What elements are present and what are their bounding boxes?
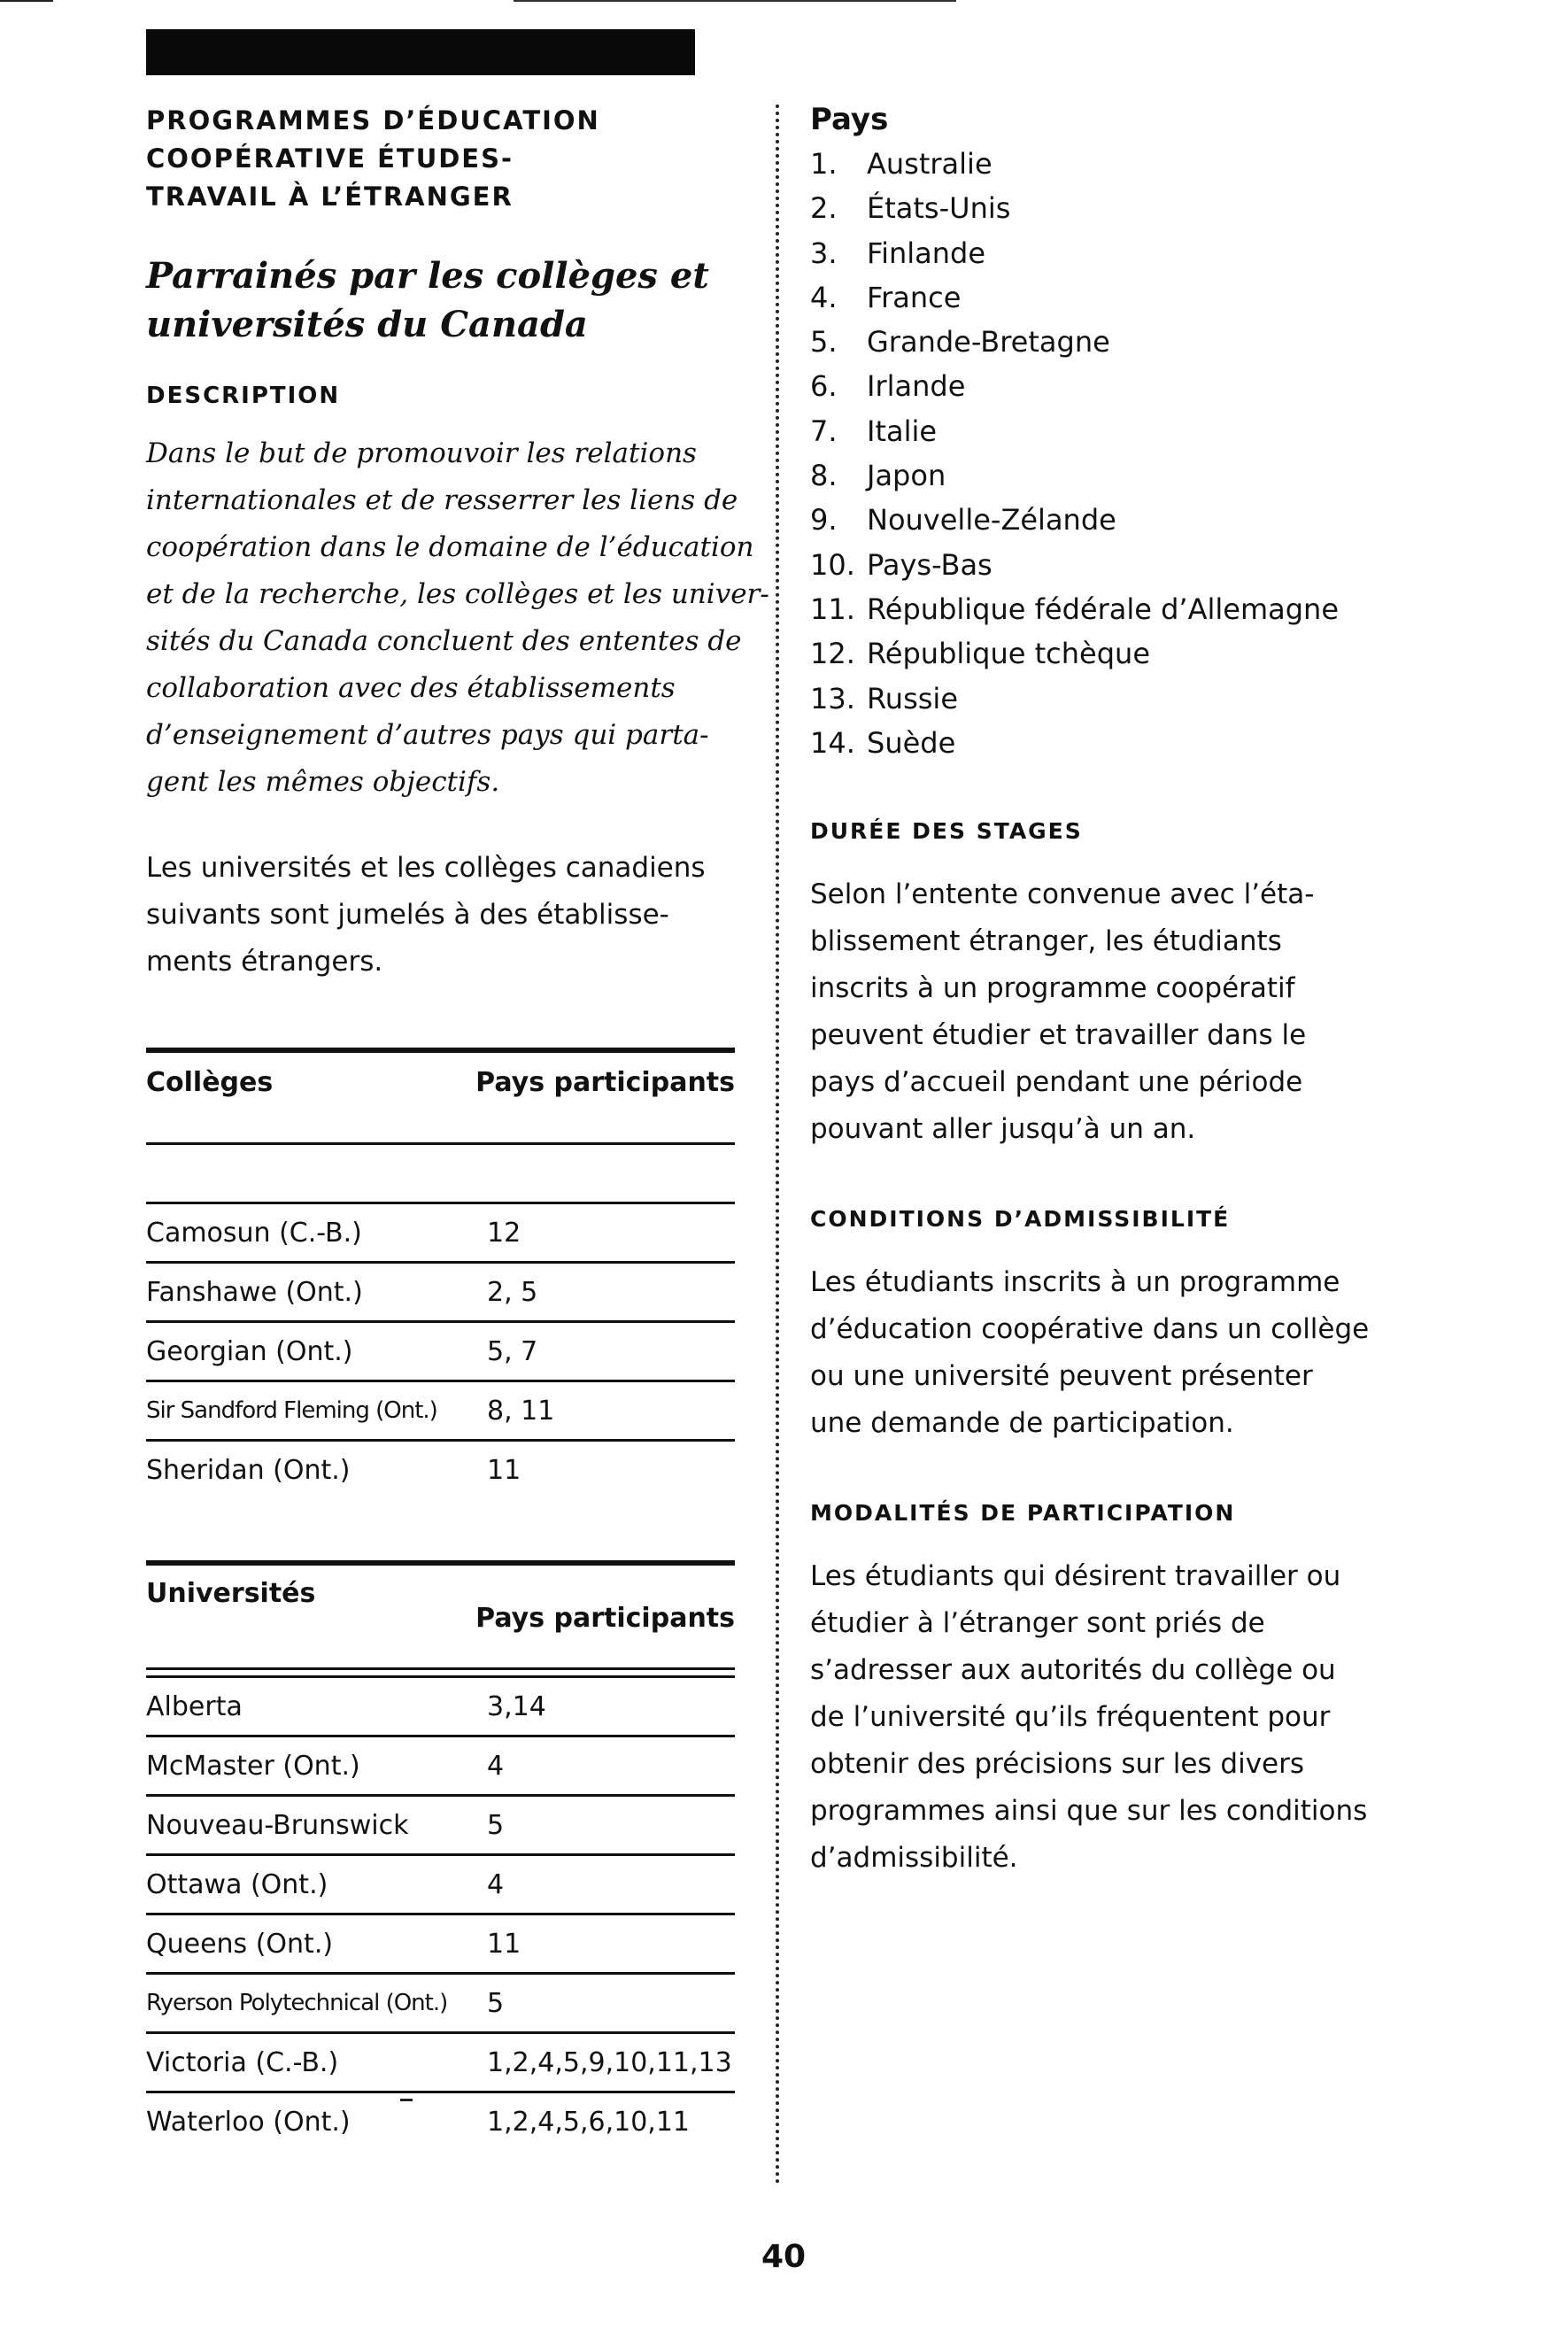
table-row	[146, 1915, 735, 1975]
country-codes: 1,2,4,5,9,10,11,13	[487, 2046, 732, 2078]
country-number: 13.	[810, 681, 855, 715]
country-number: 1.	[810, 147, 838, 181]
country-codes: 4	[487, 1750, 505, 1782]
table-row	[146, 1264, 735, 1323]
country-name: France	[867, 280, 962, 314]
conditions-paragraph	[810, 1259, 1430, 1447]
paragraph-line: une demande de participation.	[810, 1407, 1234, 1440]
institution-name: Ryerson Polytechnical (Ont.)	[146, 1990, 448, 2016]
institution-name: Ottawa (Ont.)	[146, 1868, 328, 1900]
country-number: 5.	[810, 325, 838, 360]
institution-name: Alberta	[146, 1690, 243, 1722]
country-name: Australie	[867, 147, 993, 181]
paragraph-line: inscrits à un programme coopératif	[810, 972, 1295, 1005]
institution-name: Waterloo (Ont.)	[146, 2106, 351, 2138]
table-row	[146, 1856, 735, 1915]
right-column	[810, 97, 1430, 1882]
paragraph-line: blissement étranger, les étudiants	[810, 925, 1282, 958]
paragraph-line: pays d’accueil pendant une période	[810, 1066, 1303, 1099]
paragraph-line: étudier à l’étranger sont priés de	[810, 1607, 1265, 1640]
description-line: internationales et de resserrer les liens de	[146, 484, 738, 516]
country-codes: 5, 7	[487, 1335, 538, 1367]
table-row	[146, 1382, 735, 1442]
page-number: 40	[761, 2239, 807, 2275]
universities-table	[146, 1560, 735, 2150]
table-header	[146, 1053, 735, 1145]
institution-name: McMaster (Ont.)	[146, 1750, 360, 1782]
paragraph-line: pouvant aller jusqu’à un an.	[810, 1113, 1196, 1146]
country-name: États-Unis	[867, 191, 1011, 226]
table-row	[146, 1442, 735, 1498]
country-number: 10.	[810, 547, 855, 582]
table-header	[146, 1566, 735, 1670]
table-row	[146, 1675, 735, 1737]
list-item	[810, 409, 1430, 453]
paragraph-line: d’éducation coopérative dans un collège	[810, 1313, 1370, 1346]
header-pays-participants: Pays participants	[475, 1067, 735, 1098]
list-item	[810, 364, 1430, 408]
description-line: Dans le but de promouvoir les relations	[146, 437, 697, 469]
top-rule	[0, 0, 53, 2]
country-name: Russie	[867, 681, 958, 715]
institution-name: Sheridan (Ont.)	[146, 1454, 351, 1486]
country-number: 11.	[810, 592, 855, 626]
country-name: Grande-Bretagne	[867, 325, 1110, 360]
country-name: Nouvelle-Zélande	[867, 503, 1116, 538]
paragraph-line: programmes ainsi que sur les conditions	[810, 1795, 1368, 1828]
institution-name: Queens (Ont.)	[146, 1928, 334, 1960]
description-text	[146, 430, 769, 806]
description-line: collaboration avec des établissements	[146, 672, 676, 704]
institution-name: Camosun (C.-B.)	[146, 1217, 362, 1249]
country-number: 14.	[810, 725, 855, 760]
header-universities: Universités	[146, 1578, 316, 1609]
country-number: 2.	[810, 191, 838, 226]
country-number: 9.	[810, 503, 838, 538]
country-codes: 11	[487, 1454, 521, 1486]
program-title	[146, 102, 735, 216]
description-line: et de la recherche, les collèges et les univer-	[146, 578, 769, 610]
institution-name: Sir Sandford Fleming (Ont.)	[146, 1397, 437, 1424]
country-codes: 3,14	[487, 1690, 546, 1722]
country-number: 6.	[810, 369, 838, 404]
institution-name: Victoria (C.-B.)	[146, 2046, 339, 2078]
left-column	[146, 29, 769, 2150]
intro-line: Les universités et les collèges canadiens	[146, 852, 706, 884]
list-item	[810, 543, 1430, 587]
description-line: gent les mêmes objectifs.	[146, 766, 500, 798]
sponsor-line: Parrainés par les collèges et	[146, 255, 709, 297]
table-row	[146, 1323, 735, 1382]
paragraph-line: peuvent étudier et travailler dans le	[810, 1019, 1307, 1052]
country-name: Irlande	[867, 369, 966, 404]
country-name: Suède	[867, 725, 956, 760]
top-rule	[514, 0, 956, 2]
conditions-heading: CONDITIONS D’ADMISSIBILITÉ	[810, 1206, 1231, 1233]
country-name: République tchèque	[867, 637, 1151, 671]
header-pays-participants: Pays participants	[475, 1603, 735, 1634]
sponsor-line: universités du Canada	[146, 304, 588, 345]
table-row	[146, 1797, 735, 1856]
country-number: 4.	[810, 280, 838, 314]
country-number: 8.	[810, 459, 838, 493]
modalites-heading: MODALITÉS DE PARTICIPATION	[810, 1500, 1236, 1527]
country-codes: 4	[487, 1868, 505, 1900]
list-item	[810, 677, 1430, 721]
country-name: Italie	[867, 414, 938, 448]
intro-line: suivants sont jumelés à des établisse-	[146, 899, 669, 931]
colleges-table	[146, 1048, 735, 1498]
list-item	[810, 231, 1430, 275]
program-title-line: COOPÉRATIVE ÉTUDES-	[146, 143, 514, 174]
table-gap	[146, 1145, 735, 1202]
table-row	[146, 2093, 735, 2150]
country-number: 3.	[810, 236, 838, 270]
program-title-line: PROGRAMMES D’ÉDUCATION	[146, 105, 600, 135]
country-name: Pays-Bas	[867, 547, 993, 582]
list-item	[810, 631, 1430, 676]
list-item	[810, 453, 1430, 498]
institution-name: Georgian (Ont.)	[146, 1335, 353, 1367]
list-item	[810, 498, 1430, 542]
paragraph-line: Les étudiants qui désirent travailler ou	[810, 1560, 1341, 1593]
list-item	[810, 320, 1430, 364]
paragraph-line: ou une université peuvent présenter	[810, 1360, 1313, 1393]
duree-heading: DURÉE DES STAGES	[810, 818, 1083, 845]
description-line: sités du Canada concluent des ententes de	[146, 625, 742, 657]
country-codes: 11	[487, 1928, 521, 1960]
paragraph-line: s’adresser aux autorités du collège ou	[810, 1654, 1336, 1687]
institution-name: Fanshawe (Ont.)	[146, 1276, 363, 1308]
intro-paragraph	[146, 845, 735, 986]
paragraph-line: d’admissibilité.	[810, 1842, 1018, 1875]
list-item	[810, 186, 1430, 230]
country-name: République fédérale d’Allemagne	[867, 592, 1339, 626]
description-heading: DESCRIPTION	[146, 383, 341, 409]
country-list	[810, 142, 1430, 765]
description-line: coopération dans le domaine de l’éducation	[146, 531, 754, 563]
table-row	[146, 2034, 735, 2093]
pays-heading: Pays	[810, 102, 889, 137]
country-number: 12.	[810, 637, 855, 671]
country-codes: 8, 11	[487, 1395, 555, 1427]
country-name: Finlande	[867, 236, 986, 270]
institution-name: Nouveau-Brunswick	[146, 1809, 409, 1841]
sponsor-subtitle	[146, 251, 735, 349]
list-item	[810, 275, 1430, 320]
paragraph-line: obtenir des précisions sur les divers	[810, 1748, 1305, 1781]
program-title-line: TRAVAIL À L’ÉTRANGER	[146, 182, 514, 212]
modalites-paragraph	[810, 1553, 1430, 1882]
intro-line: ments étrangers.	[146, 946, 383, 978]
column-divider	[776, 104, 779, 2185]
country-codes: 2, 5	[487, 1276, 538, 1308]
list-item	[810, 587, 1430, 631]
paragraph-line: de l’université qu’ils fréquentent pour	[810, 1701, 1331, 1734]
country-codes: 1,2,4,5,6,10,11	[487, 2106, 690, 2138]
table-row	[146, 1737, 735, 1797]
country-number: 7.	[810, 414, 838, 448]
table-row	[146, 1975, 735, 2034]
list-item	[810, 142, 1430, 186]
country-codes: 12	[487, 1217, 521, 1249]
stray-mark	[400, 2099, 413, 2101]
country-codes: 5	[487, 1809, 505, 1841]
country-name: Japon	[867, 459, 946, 493]
header-bar	[146, 29, 695, 75]
description-line: d’enseignement d’autres pays qui parta-	[146, 719, 709, 751]
table-row	[146, 1202, 735, 1264]
duree-paragraph	[810, 871, 1430, 1153]
list-item	[810, 721, 1430, 765]
paragraph-line: Selon l’entente convenue avec l’éta-	[810, 878, 1315, 911]
country-codes: 5	[487, 1987, 505, 2019]
header-colleges: Collèges	[146, 1067, 274, 1098]
paragraph-line: Les étudiants inscrits à un programme	[810, 1266, 1340, 1299]
